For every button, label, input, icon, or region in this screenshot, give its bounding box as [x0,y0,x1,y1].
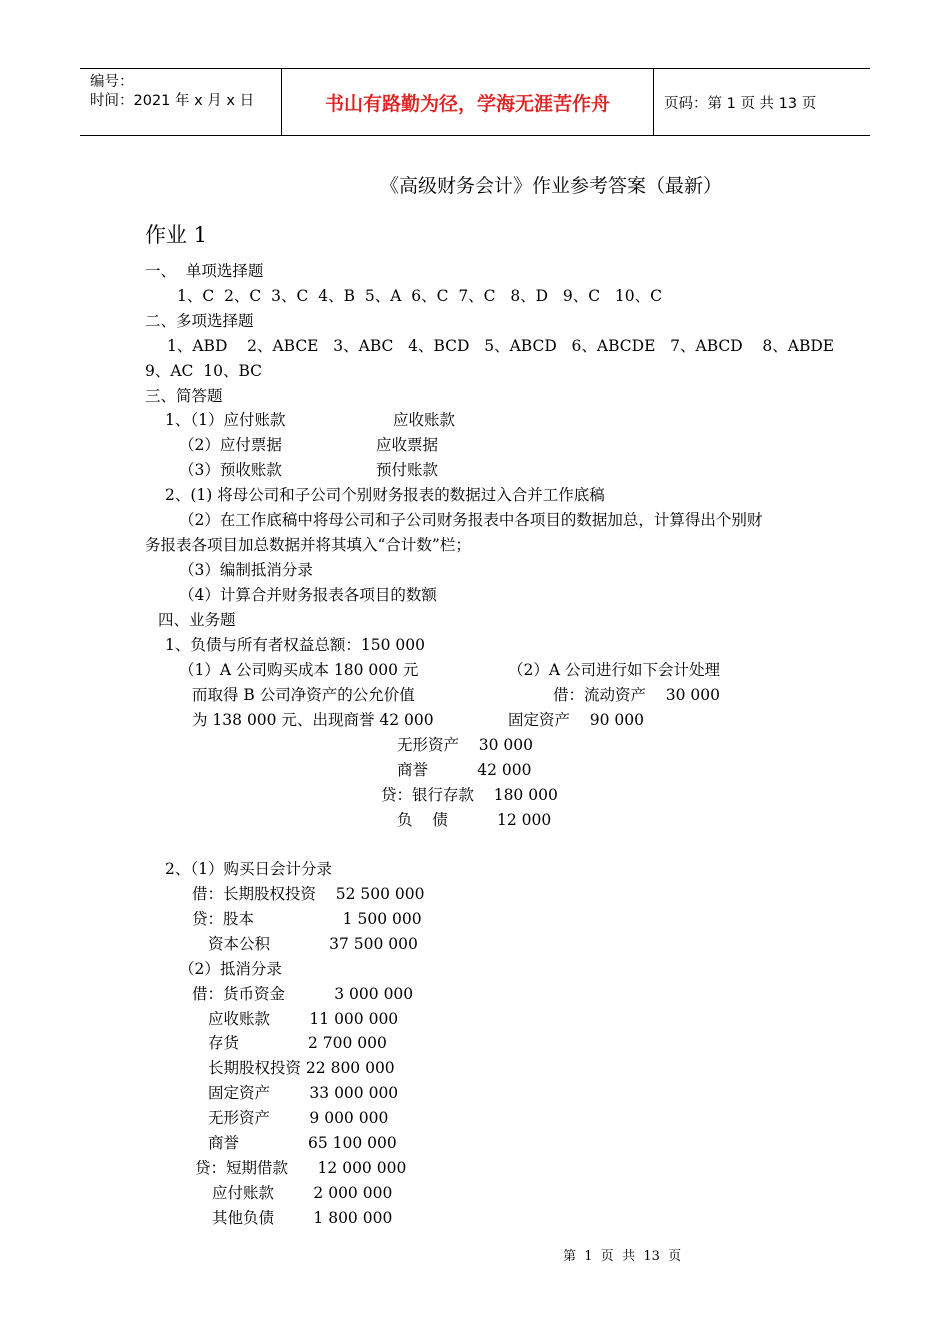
text-line: 固定资产 33 000 000 [208,1084,399,1102]
text-line: 2、（1）购买日会计分录 [165,860,332,878]
text-line: 借：长期股权投资 52 500 000 [192,885,425,903]
text-line: 借：流动资产 30 000 [553,686,720,704]
text-line: 应收票据 [376,436,439,454]
page-info: 页码：第 1 页 共 13 页 [664,95,817,112]
text-line: （2）应付票据 [179,436,282,454]
text-line: 为 138 000 元、出现商誉 42 000 [192,711,434,729]
text-line: 2、(1) 将母公司和子公司个别财务报表的数据过入合并工作底稿 [165,486,605,504]
text-line: 应收账款 [393,411,456,429]
text-line: 1、ABD 2、ABCE 3、ABC 4、BCD 5、ABCD 6、ABCDE 7、ABCD 8、ABDE [167,337,835,355]
text-line: 贷：短期借款 12 000 000 [195,1159,407,1177]
text-line: 资本公积 37 500 000 [208,935,418,953]
text-line: （2）在工作底稿中将母公司和子公司财务报表中各项目的数据加总，计算得出个别财 [179,511,763,529]
text-line: 预付账款 [376,461,439,479]
text-line: （4）计算合并财务报表各项目的数额 [179,586,437,604]
time-label: 时间：2021 年 x 月 x 日 [90,93,255,109]
text-line: 借：货币资金 3 000 000 [192,985,414,1003]
text-line: 而取得 B 公司净资产的公允价值 [192,686,415,704]
text-line: 商誉 65 100 000 [208,1134,397,1152]
number-label: 编号： [90,74,134,90]
text-line: 贷：银行存款 180 000 [381,786,558,804]
text-line: 负 债 12 000 [397,811,552,829]
doc-title: 《高级财务会计》作业参考答案（最新） [380,175,723,197]
text-line: 1、（1）应付账款 [165,411,286,429]
text-line: 固定资产 90 000 [508,711,644,729]
text-line: （2）抵消分录 [179,960,282,978]
text-line: （1）A 公司购买成本 180 000 元 [179,661,419,679]
text-line: 其他负债 1 800 000 [212,1209,393,1227]
text-line: 三、简答题 [145,387,223,405]
header-meta [80,69,282,135]
text-line: 1、负债与所有者权益总额：150 000 [165,636,425,654]
text-line: （2）A 公司进行如下会计处理 [508,661,720,679]
text-line: 四、业务题 [158,611,236,629]
page-header [80,68,870,136]
text-line: 一、 单项选择题 [145,262,264,280]
text-line: （3）编制抵消分录 [179,561,313,579]
page-footer: 第 1 页 共 13 页 [563,1249,682,1264]
text-line: 无形资产 9 000 000 [208,1109,389,1127]
motto-text: 书山有路勤为径，学海无涯苦作舟 [324,92,610,115]
text-line: 1、C 2、C 3、C 4、B 5、A 6、C 7、C 8、D 9、C 10、C [177,287,662,305]
text-line: 二、多项选择题 [145,312,254,330]
text-line: 9、AC 10、BC [145,362,263,380]
header-motto [282,69,654,135]
header-page-info [654,69,870,135]
text-line: 应收账款 11 000 000 [208,1010,399,1028]
text-line: （3）预收账款 [179,461,282,479]
text-line: 无形资产 30 000 [397,736,533,754]
text-line: 务报表各项目加总数据并将其填入“合计数”栏； [145,536,471,554]
text-line: 应付账款 2 000 000 [212,1184,393,1202]
section-heading: 作业 1 [145,223,208,247]
text-line: 存货 2 700 000 [208,1034,387,1052]
text-line: 贷：股本 1 500 000 [192,910,422,928]
text-line: 长期股权投资 22 800 000 [208,1059,395,1077]
text-line: 商誉 42 000 [397,761,532,779]
